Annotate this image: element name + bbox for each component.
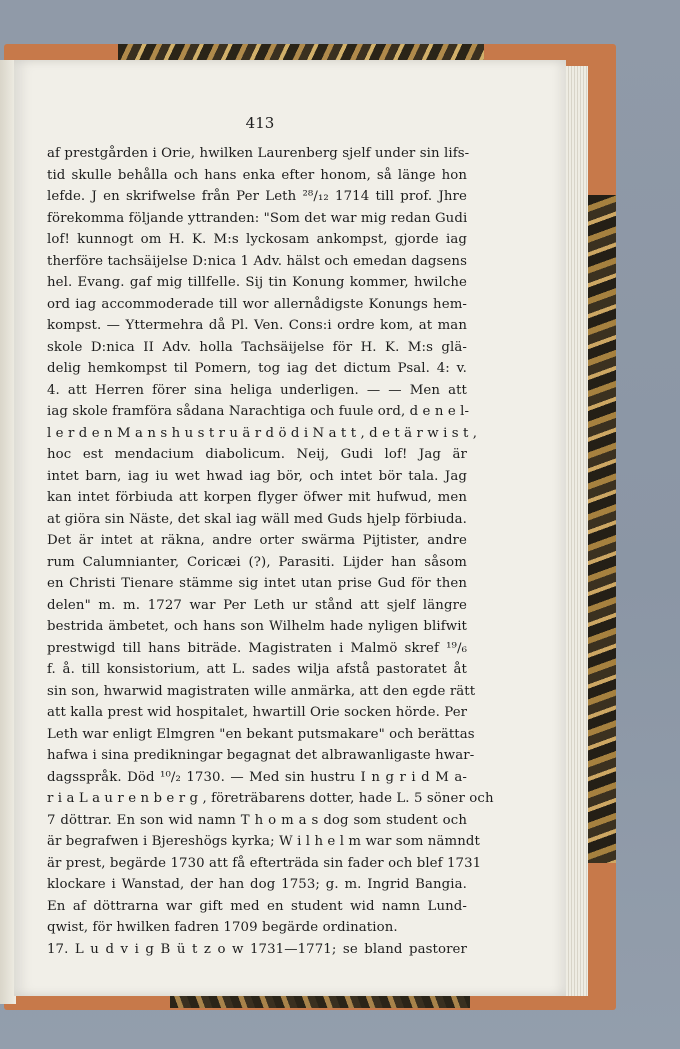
text-line: 17. L u d v i g B ü t z o w 1731—1771; se bland pastorer [47, 941, 467, 957]
text-line: förekomma följande yttranden: "Som det war mig redan Gudi [47, 210, 468, 226]
text-line: af prestgården i Orie, hwilken Laurenberg sjelf under sin lifs- [47, 146, 470, 161]
text-line: prestwigd till hans biträde. Magistraten i Malmö skref ¹⁹/₆ [47, 640, 467, 656]
text-line: therföre tachsäijelse D:nica 1 Adv. hälst och emedan dagsens [47, 253, 467, 269]
text-line: sin son, hwarwid magistraten wille anmärka, att den egde rätt [47, 683, 476, 699]
text-line: intet barn, iag iu wet hwad iag bör, och intet bör tala. Jag [47, 468, 467, 484]
text-line: kan intet förbiuda att korpen flyger öfwer mit hufwud, men [47, 490, 467, 505]
text-line: är begrafwen i Bjereshögs kyrka; W i l h e l m war som nämndt [47, 834, 480, 849]
book-page [14, 60, 566, 996]
text-line: 4. att Herren förer sina heliga underligen. — — Men att [47, 382, 467, 398]
text-line: en Christi Tienare stämme sig intet utan prise Gud för then [47, 576, 467, 591]
text-line: Det är intet at räkna, andre orter swärma Pijtister, andre [47, 533, 467, 548]
text-line: är prest, begärde 1730 att få efterträda sin fader och blef 1731 [47, 855, 482, 871]
text-line: rum Calumnianter, Coricæi (?), Parasiti. Lijder han såsom [47, 554, 467, 570]
text-line: delig hemkompst til Pomern, tog iag det dictum Psal. 4: v. [47, 361, 467, 376]
text-line: l e r d e n M a n s h u s t r u ä r d ö d i N a t t , d e t ä r w i s t , [47, 425, 478, 441]
text-line: delen" m. m. 1727 war Per Leth ur stånd att sjelf längre [47, 597, 467, 613]
text-line: lof! kunnogt om H. K. M:s lyckosam ankompst, gjorde iag [47, 232, 467, 247]
text-line: f. å. till konsistorium, att L. sades wilja afstå pastoratet åt [47, 662, 467, 677]
text-line: kompst. — Yttermehra då Pl. Ven. Cons:i ordre kom, at man [47, 318, 467, 333]
text-line: tid skulle behålla och hans enka efter honom, så länge hon [47, 167, 467, 183]
text-line: att kalla prest wid hospitalet, hwartill Orie socken hörde. Per [47, 705, 468, 720]
marbled-edge-bottom [170, 994, 470, 1008]
text-line: Leth war enligt Elmgren "en bekant putsmakare" och berättas [47, 726, 475, 742]
text-line: iag skole framföra sådana Narachtiga och fuule ord, d e n e l- [47, 404, 470, 419]
text-line: 7 döttrar. En son wid namn T h o m a s dog som student och [47, 812, 467, 828]
page-number: 413 [245, 114, 275, 132]
text-line: lefde. J en skrifwelse från Per Leth ²⁸/₁₂ 1714 till prof. Jhre [47, 189, 467, 204]
text-line: qwist, för hwilken fadren 1709 begärde ordination. [47, 920, 398, 935]
text-line: skole D:nica II Adv. holla Tachsäijelse för H. K. M:s glä- [47, 339, 467, 355]
text-line: r i a L a u r e n b e r g , företräbarens dotter, hade L. 5 söner och [47, 791, 494, 806]
text-line: hafwa i sina predikningar begagnat det albrawanligaste hwar- [47, 748, 475, 763]
marbled-edge-right [588, 195, 616, 863]
text-line: dagsspråk. Död ¹⁰/₂ 1730. — Med sin hustru I n g r i d M a- [47, 769, 467, 785]
text-line: at giöra sin Näste, det skal iag wäll med Guds hjelp förbiuda. [47, 511, 467, 527]
text-line: klockare i Wanstad, der han dog 1753; g. m. Ingrid Bangia. [47, 877, 467, 892]
text-line: bestrida ämbetet, och hans son Wilhelm hade nyligen blifwit [47, 619, 467, 634]
body-text [47, 143, 494, 960]
text-line: hoc est mendacium diabolicum. Neij, Gudi lof! Jag är [47, 447, 467, 462]
text-line: En af döttrarna war gift med en student wid namn Lund- [47, 898, 467, 914]
text-line: ord iag accommoderade till wor allernådigste Konungs hem- [47, 296, 467, 312]
text-line: hel. Evang. gaf mig tillfelle. Sij tin Konung kommer, hwilche [47, 275, 467, 290]
